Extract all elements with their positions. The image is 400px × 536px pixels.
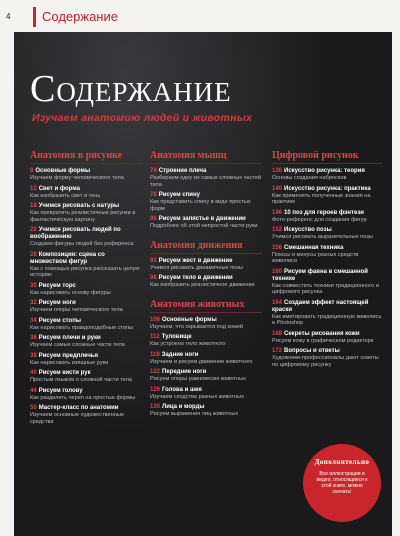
entry-title: Задние ноги [161, 351, 199, 358]
entry-page-number: 40 [30, 370, 37, 376]
entry-title: Учимся рисовать с натуры [38, 203, 120, 209]
toc-entry[interactable] [30, 405, 142, 425]
entry-description: Рисуем кожу в графическом редакторе [272, 337, 374, 344]
entry-title-line [30, 370, 142, 377]
entry-title-line [30, 168, 142, 175]
toc-entry[interactable] [150, 369, 262, 383]
entry-title: Создаем эффект настоящей краски [272, 299, 369, 313]
entry-description: Простым языком о сложной части тела [30, 377, 132, 383]
bonus-badge [303, 444, 381, 522]
entry-page-number: 44 [30, 387, 37, 394]
toc-entry[interactable] [150, 168, 262, 188]
section-title: Анатомия мышц [150, 150, 262, 164]
entry-page-number: 152 [272, 227, 283, 233]
entry-description: Изучаем опоры человеческого тела [30, 307, 123, 313]
entry-title: Лица и морды [162, 404, 205, 410]
entry-description: Как представить спину в виде простых форм [150, 199, 251, 212]
entry-description: Разбираем одну из самых сложных частей тела [150, 175, 262, 188]
entry-title: Искусство рисунка: практика [284, 185, 371, 192]
entry-page-number: 160 [272, 268, 283, 275]
entry-page-number: 86 [150, 216, 157, 222]
entry-title: Рисуем тело в движении [158, 275, 233, 281]
entry-title: Рисуем стопы [38, 317, 81, 324]
toc-entry[interactable] [150, 334, 262, 348]
entry-title-line [272, 348, 382, 355]
entry-title-line [30, 335, 142, 342]
toc-entry[interactable] [30, 318, 142, 332]
toc-entry[interactable] [30, 203, 142, 223]
entry-page-number: 36 [30, 335, 37, 341]
entry-description: Учимся рисовать динамичные позы [150, 264, 243, 271]
entry-description: Рисуем опоры равновесия животных [150, 376, 246, 382]
entry-title-line [272, 168, 382, 175]
page-subtitle: Изучаем анатомию людей и животных [32, 112, 253, 124]
toc-entry[interactable] [30, 300, 142, 314]
entry-page-number: 74 [150, 168, 157, 174]
entry-description: Как совместить техники традиционного и цифрового рисунка [272, 282, 379, 295]
entry-title: Строение плеча [158, 168, 207, 174]
entry-title-line [30, 300, 142, 307]
entry-title: Секреты рисования кожи [284, 330, 360, 337]
entry-page-number: 92 [150, 257, 157, 264]
entry-description: Изучаем основные художественные средства [30, 412, 124, 425]
entry-title: Рисуем плечи и руки [38, 335, 101, 341]
section-title: Цифровой рисунок [272, 150, 382, 164]
page-number: 4 [6, 12, 11, 21]
entry-page-number: 136 [272, 168, 283, 174]
toc-entry[interactable] [30, 252, 142, 279]
toc-entry[interactable] [150, 216, 262, 230]
entry-title-line [150, 258, 262, 265]
entry-title: Передние ноги [162, 369, 207, 375]
toc-entry[interactable] [30, 227, 142, 248]
entry-page-number: 12 [30, 185, 37, 192]
toc-entry[interactable] [150, 258, 262, 272]
entry-title-line [30, 283, 142, 290]
entry-page-number: 28 [30, 251, 37, 258]
entry-title-line [272, 227, 382, 234]
badge-title: Дополнительно [314, 458, 370, 466]
entry-title: Голова и шея [162, 386, 202, 393]
entry-description: Изучаем форму человеческого тела [30, 175, 124, 181]
entry-page-number: 156 [272, 244, 283, 251]
entry-title-line [150, 216, 262, 223]
entry-title: Искусство рисунка: теория [284, 168, 365, 174]
entry-title-line [150, 192, 262, 199]
toc-entry[interactable] [272, 269, 382, 296]
entry-description: Как изобразить реалистичное движение [150, 282, 255, 288]
entry-page-number: 34 [30, 317, 37, 324]
entry-description: Подробнее об этой непростой части руки [150, 223, 258, 229]
entry-title-line [272, 245, 382, 252]
entry-description: Художники-профессионалы дают советы по цифровому рисунку [272, 355, 379, 368]
toc-entry[interactable] [272, 227, 382, 241]
entry-title-line [150, 352, 262, 359]
entry-description: Изучаем самые сложные части тела [30, 342, 125, 348]
entry-description: Рисуем выражения лиц животных [150, 411, 239, 417]
entry-page-number: 106 [150, 316, 161, 323]
entry-description: Как нарисовать изящные руки [30, 359, 109, 366]
toc-entry[interactable] [150, 387, 262, 401]
toc-entry[interactable] [30, 353, 142, 367]
toc-entry[interactable] [30, 388, 142, 402]
entry-page-number: 140 [272, 185, 283, 192]
entry-page-number: 78 [150, 192, 157, 198]
entry-page-number: 172 [272, 348, 283, 354]
entry-title: Рисуем кисти рук [38, 370, 91, 376]
entry-page-number: 130 [150, 404, 161, 410]
entry-title-line [30, 186, 142, 193]
entry-title-line [150, 317, 262, 324]
entry-title-line [150, 168, 262, 175]
entry-title-line [30, 227, 142, 241]
toc-entry[interactable] [150, 352, 262, 366]
entry-title: Смешанная техника [284, 244, 344, 251]
entry-title: Основные формы [35, 168, 91, 174]
entry-title-line [272, 269, 382, 283]
entry-title-line [272, 300, 382, 314]
entry-title-line [30, 318, 142, 325]
entry-title-line [272, 331, 382, 338]
entry-description: Как изобразить свет и тень [30, 192, 101, 199]
entry-title: Рисуем фавна в смешанной технике [272, 268, 368, 282]
toc-entry[interactable] [150, 404, 262, 418]
entry-title: Учимся рисовать людей по воображению [30, 227, 121, 240]
toc-entry[interactable] [30, 283, 142, 297]
entry-description: Учимся рисовать выразительные позы [272, 234, 373, 240]
entry-title: Рисуем спину [158, 192, 200, 198]
toc-entry[interactable] [272, 348, 382, 368]
entry-page-number: 50 [30, 405, 37, 411]
entry-title-line [272, 186, 382, 193]
toc-column [30, 150, 142, 429]
entry-description: Изучаем, что скрывается под кожей [150, 323, 244, 330]
entry-page-number: 30 [30, 282, 37, 289]
entry-title-line [30, 252, 142, 266]
entry-title: Композиция: сцена со множеством фигур [30, 251, 105, 265]
toc-entry[interactable] [272, 168, 382, 182]
entry-description: Основы создания набросков [272, 175, 347, 181]
toc-column [272, 150, 382, 372]
page-title: Содержание [30, 68, 232, 110]
entry-title: Рисуем запястье в движении [158, 216, 246, 222]
entry-title: Мастер-класс по анатомии [38, 405, 119, 411]
entry-page-number: 118 [150, 351, 160, 358]
toc-entry[interactable] [30, 186, 142, 200]
entry-page-number: 22 [30, 227, 37, 233]
entry-page-number: 126 [150, 386, 161, 393]
entry-title: Рисуем предплечья [38, 352, 98, 359]
entry-title: Свет и форма [38, 185, 80, 192]
entry-title-line [150, 334, 262, 341]
entry-description: Как разделить череп на простые формы [30, 394, 136, 401]
running-header: Содержание [42, 9, 118, 24]
entry-page-number: 38 [30, 352, 37, 359]
entry-title: Основные формы [162, 316, 217, 323]
section-title: Анатомия животных [150, 299, 262, 313]
entry-description: Фото-референс для создания фигур [272, 216, 367, 223]
section-title: Анатомия движения [150, 240, 262, 254]
entry-page-number: 112 [150, 334, 160, 340]
entry-page-number: 122 [150, 369, 161, 375]
toc-entry[interactable] [30, 370, 142, 384]
toc-entry[interactable] [150, 192, 262, 212]
toc-entry[interactable] [150, 317, 262, 331]
entry-description: Как с помощью рисунка рассказать целую историю [30, 265, 140, 278]
entry-title-line [150, 275, 262, 282]
entry-description: Изучаем и рисуем движение животного [150, 358, 253, 365]
entry-title-line [150, 369, 262, 376]
toc-entry[interactable] [30, 168, 142, 182]
badge-text: Все иллюстрации и видео, относящиеся к этой книге, можно скачать! [316, 471, 368, 495]
entry-page-number: 18 [30, 203, 37, 209]
entry-title: Туловище [161, 334, 192, 340]
entry-title: Рисуем жест в движение [158, 257, 233, 264]
entry-description: Изучаем сходства разных животных [150, 393, 244, 400]
entry-title: Искусство позы [284, 227, 332, 233]
entry-title: Рисуем голову [38, 387, 83, 394]
toc-entry[interactable] [272, 245, 382, 265]
entry-description: Как применять полученные знания на практике [272, 192, 371, 205]
toc-entry[interactable] [272, 186, 382, 206]
entry-title-line [30, 405, 142, 412]
entry-title: 10 поз для героев фэнтези [284, 209, 364, 216]
entry-description: Как нарисовать основу фигуры [30, 289, 111, 296]
entry-description: Как имитировать традиционную живопись в Photoshop [272, 313, 382, 326]
entry-title: Вопросы и ответы [284, 348, 340, 354]
toc-entry[interactable] [150, 275, 262, 289]
entry-title: Рисуем ноги [38, 300, 76, 306]
toc-entry[interactable] [272, 300, 382, 327]
entry-page-number: 168 [272, 330, 283, 337]
toc-column [150, 150, 262, 422]
toc-entry[interactable] [30, 335, 142, 349]
entry-description: Создаем фигуры людей без референса [30, 241, 134, 247]
entry-page-number: 32 [30, 300, 37, 306]
header-accent-bar [33, 7, 36, 27]
entry-page-number: 146 [272, 209, 283, 216]
entry-page-number: 8 [30, 168, 34, 174]
entry-title-line [150, 404, 262, 411]
entry-description: Как превратить реалистичные рисунки в фантастическую картину [30, 210, 136, 223]
entry-page-number: 164 [272, 299, 283, 306]
top-bar [0, 0, 400, 32]
entry-title-line [150, 387, 262, 394]
entry-description: Как нарисовать правдоподобные стопы [30, 324, 134, 331]
entry-title: Рисуем торс [38, 282, 76, 289]
entry-description: Плюсы и минусы разных средств живописи [272, 251, 359, 264]
entry-title-line [30, 203, 142, 210]
section-title: Анатомия в рисунке [30, 150, 142, 164]
entry-title-line [30, 353, 142, 360]
toc-entry[interactable] [272, 331, 382, 345]
entry-title-line [272, 210, 382, 217]
toc-entry[interactable] [272, 210, 382, 224]
entry-description: Как устроено тело животного [150, 341, 226, 347]
entry-title-line [30, 388, 142, 395]
entry-page-number: 98 [150, 275, 157, 281]
